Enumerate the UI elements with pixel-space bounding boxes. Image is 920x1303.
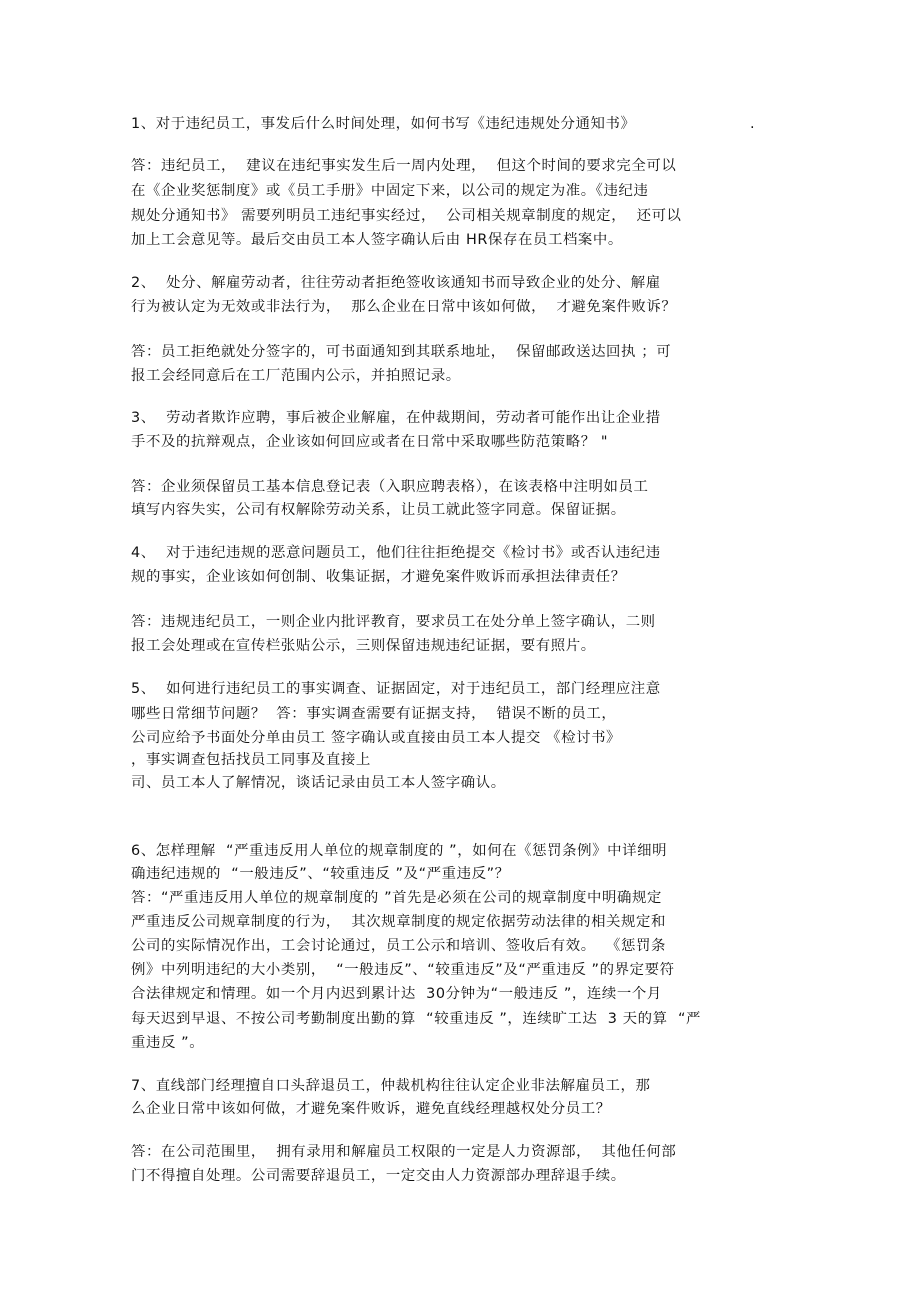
text-line: 2、 处分、解雇劳动者，往往劳动者拒绝签收该通知书而导致企业的处分、解雇: [131, 275, 661, 291]
text-line: 严重违反公司规章制度的行为， 其次规章制度的规定依据劳动法律的相关规定和: [131, 914, 667, 930]
text-line: 报工会处理或在宣传栏张贴公示，三则保留违规违纪证据，要有照片。: [131, 638, 596, 654]
text-line: 报工会经同意后在工厂范围内公示，并拍照记录。: [131, 368, 461, 384]
text-line: 填写内容失实，公司有权解除劳动关系，让员工就此签字同意。保留证据。: [131, 502, 626, 518]
text-line: 答：违纪员工， 建议在违纪事实发生后一周内处理， 但这个时间的要求完全可以: [131, 158, 677, 174]
text-line: 行为被认定为无效或非法行为， 那么企业在日常中该如何做， 才避免案件败诉？: [131, 299, 677, 315]
text-line: 答：违规违纪员工，一则企业内批评教育，要求员工在处分单上签字确认，二则: [131, 614, 656, 630]
text-line: 规处分通知书》 需要列明员工违纪事实经过， 公司相关规章制度的规定， 还可以: [131, 208, 682, 224]
text-line: 手不及的抗辩观点，企业该如何回应或者在日常中采取哪些防范策略？ ": [131, 434, 609, 450]
text-line: 司、员工本人了解情况，谈话记录由员工本人签字确认。: [131, 775, 506, 791]
text-line: 重违反 ”。: [131, 1035, 205, 1051]
text-line: 公司的实际情况作出，工会讨论通过，员工公示和培训、签收后有效。 《惩罚条: [131, 938, 667, 954]
text-line: 在《企业奖惩制度》或《员工手册》中固定下来，以公司的规定为准。《违纪违: [131, 183, 649, 199]
text-line: 加上工会意见等。最后交由员工本人签字确认后由 HR保存在员工档案中。: [131, 232, 623, 248]
text-line: 门不得擅自处理。公司需要辞退员工，一定交由人力资源部办理辞退手续。: [131, 1168, 626, 1184]
text-line: ，事实调查包括找员工同事及直接上: [131, 752, 371, 768]
text-line: 4、 对于违纪违规的恶意问题员工，他们往往拒绝提交《检讨书》或否认违纪违: [131, 545, 661, 561]
text-line: 么企业日常中该如何做，才避免案件败诉，避免直线经理越权处分员工？: [131, 1101, 611, 1117]
text-line: 规的事实，企业该如何创制、收集证据，才避免案件败诉而承担法律责任？: [131, 569, 626, 585]
text-line: 6、怎样理解 “严重违反用人单位的规章制度的 ”，如何在《惩罚条例》中详细明: [131, 843, 668, 859]
trailing-dot: .: [750, 116, 755, 132]
text-line: 3、 劳动者欺诈应聘，事后被企业解雇，在仲裁期间，劳动者可能作出让企业措: [131, 410, 661, 426]
text-line: 例》中列明违纪的大小类别， “一般违反”、“较重违反”及“严重违反 ”的界定要符: [131, 962, 675, 978]
text-line: 答：企业须保留员工基本信息登记表（入职应聘表格），在该表格中注明如员工: [131, 479, 649, 495]
text-line: 答：在公司范围里， 拥有录用和解雇员工权限的一定是人力资源部， 其他任何部: [131, 1144, 677, 1160]
text-line: 哪些日常细节问题？ 答：事实调查需要有证据支持， 错误不断的员工，: [131, 706, 617, 722]
text-line: 1、对于违纪员工，事发后什么时间处理，如何书写《违纪违规处分通知书》: [131, 116, 636, 132]
text-line: 每天迟到早退、不按公司考勤制度出勤的算 “较重违反 ”，连续旷工达 3 天的算 “严: [131, 1011, 702, 1027]
text-line: 5、 如何进行违纪员工的事实调查、证据固定，对于违纪员工，部门经理应注意: [131, 681, 661, 697]
text-line: 确违纪违规的 “一般违反”、“较重违反 ”及“严重违反”？: [131, 866, 510, 882]
text-line: 答：“严重违反用人单位的规章制度的 ”首先是必须在公司的规章制度中明确规定: [131, 890, 662, 906]
text-line: 答：员工拒绝就处分签字的，可书面通知到其联系地址， 保留邮政送达回执 ；可: [131, 344, 672, 360]
text-line: 公司应给予书面处分单由员工 签字确认或直接由员工本人提交 《检讨书》: [131, 730, 622, 746]
text-line: 7、直线部门经理擅自口头辞退员工，仲裁机构往往认定企业非法解雇员工，那: [131, 1078, 651, 1094]
text-line: 合法律规定和情理。如一个月内迟到累计达 30分钟为“一般违反 ”，连续一个月: [131, 986, 662, 1002]
